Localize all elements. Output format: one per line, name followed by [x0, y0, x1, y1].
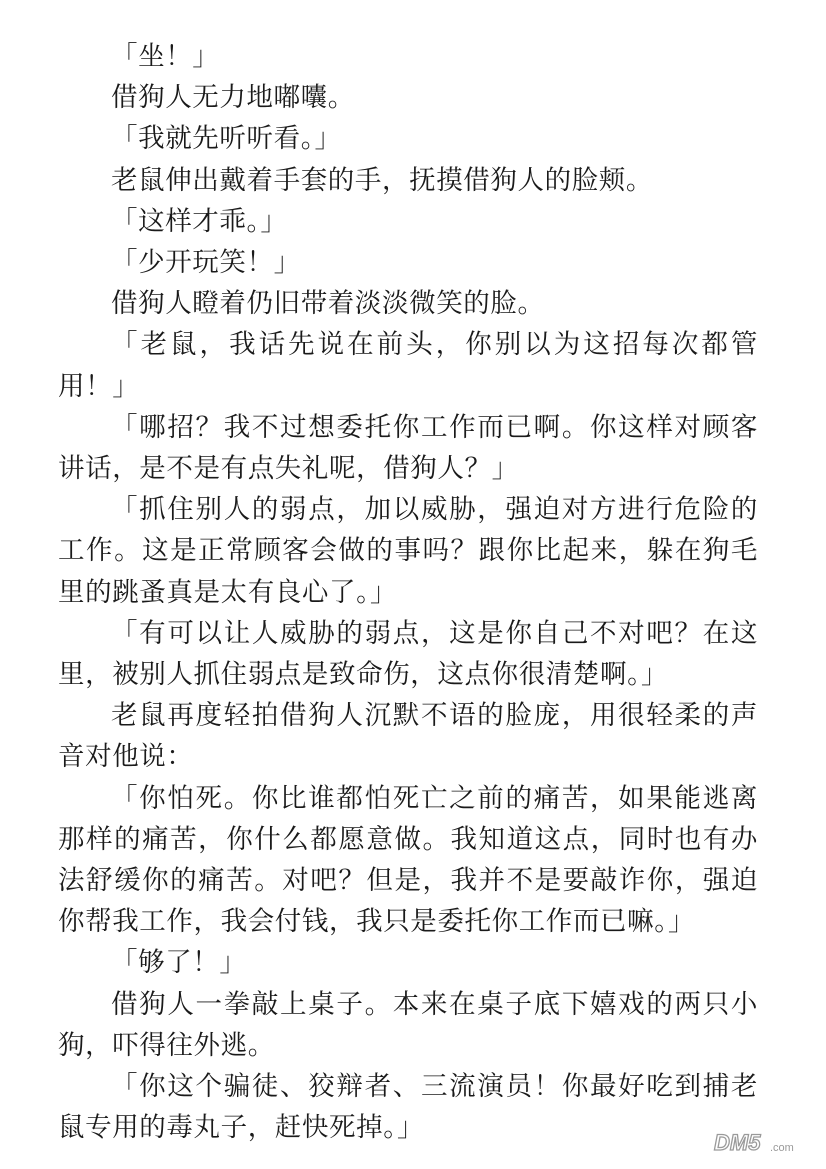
paragraph-5: 「这样才乖。」 [111, 205, 288, 237]
dm5-watermark-logo [712, 1127, 812, 1157]
paragraph-6: 「少开玩笑！」 [111, 247, 301, 279]
paragraph-14: 「够了！」 [111, 947, 247, 979]
paragraph-11: 「有可以让人威胁的弱点，这是你自己不对吧？在这里，被别人抓住弱点是致命伤，这点你很清楚啊。」 [58, 617, 758, 691]
watermark-suffix: .com [770, 1142, 794, 1154]
paragraph-15: 借狗人一拳敲上桌子。本来在桌子底下嬉戏的两只小狗，吓得往外逃。 [58, 988, 758, 1061]
paragraph-2: 借狗人无力地嘟囔。 [111, 82, 355, 114]
paragraph-1: 「坐！」 [111, 41, 220, 72]
paragraph-7: 借狗人瞪着仍旧带着淡淡微笑的脸。 [111, 288, 545, 320]
paragraph-16: 「你这个骗徒、狡辩者、三流演员！你最好吃到捕老鼠专用的毒丸子，赶快死掉。」 [58, 1071, 758, 1144]
paragraph-4: 老鼠伸出戴着手套的手，抚摸借狗人的脸颊。 [111, 164, 653, 196]
paragraph-10: 「抓住别人的弱点，加以威胁，强迫对方进行危险的工作。这是正常顾客会做的事吗？跟你比起来，躲在狗毛里的跳蚤真是太有良心了。」 [58, 494, 758, 608]
watermark-text: DM5 [714, 1130, 761, 1155]
paragraph-12: 老鼠再度轻拍借狗人沉默不语的脸庞，用很轻柔的声音对他说： [58, 700, 758, 773]
paragraph-8: 「老鼠，我话先说在前头，你别以为这招每次都管用！」 [58, 329, 758, 402]
paragraph-13: 「你怕死。你比谁都怕死亡之前的痛苦，如果能逃离那样的痛苦，你什么都愿意做。我知道这点，同时也有办法舒缓你的痛苦。对吧？但是，我并不是要敲诈你，强迫你帮我工作，我会付钱，我只是委托你工作而已嘛。」 [58, 782, 758, 938]
document-page [58, 36, 758, 1148]
paragraph-3: 「我就先听听看。」 [111, 123, 342, 155]
paragraph-9: 「哪招？我不过想委托你工作而已啊。你这样对顾客讲话，是不是有点失礼呢，借狗人？」 [58, 411, 758, 485]
